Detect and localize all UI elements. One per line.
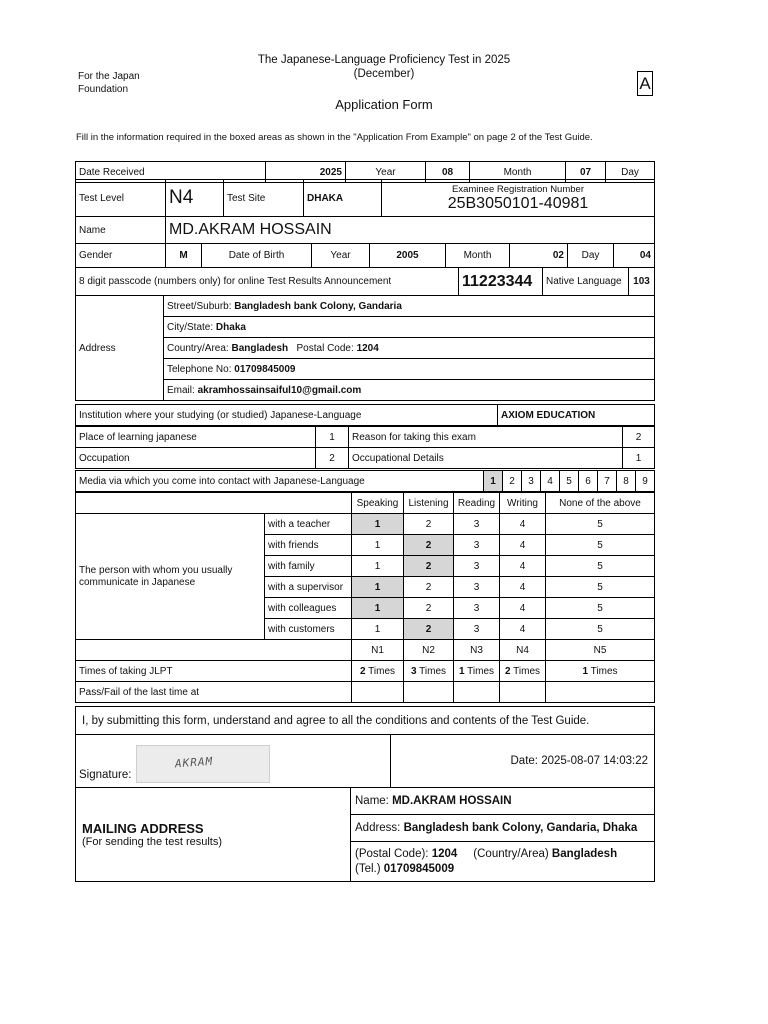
name-table [75,216,655,244]
occupation-details-value: 1 [623,448,655,469]
times-unit: Times [419,665,447,677]
skill-cell: 3 [454,577,500,598]
place-label: Place of learning japanese [76,427,316,448]
reason-value: 2 [623,427,655,448]
times-count: 2 [504,665,511,677]
times-count: 1 [458,665,465,677]
skill-header-none: None of the above [546,493,655,514]
skill-cell: 1 [352,598,404,619]
mailing-country-value: Bangladesh [551,847,618,860]
dob-month-value: 02 [510,244,568,268]
institution-table [75,404,655,426]
times-unit: Times [368,665,396,677]
skill-cell: 1 [352,514,404,535]
agreement-table [75,706,655,735]
skill-cell: 4 [500,619,546,640]
media-label: Media via which you come into contact with Japanese-Language [76,471,484,492]
passcode-table [75,267,655,296]
application-form-heading: Application Form [335,97,433,112]
jlpt-times-label: Times of taking JLPT [76,661,352,682]
mailing-name-line [351,788,655,815]
skill-cell: 4 [500,598,546,619]
jlpt-level-n2: N2 [404,640,454,661]
email-value: akramhossainsaiful10@gmail.com [197,384,362,396]
times-unit: Times [513,665,541,677]
skill-cell: 1 [352,577,404,598]
skill-header-reading: Reading [454,493,500,514]
signature-table [75,734,655,788]
dob-day-value: 04 [614,244,655,268]
times-unit: Times [590,665,618,677]
passfail-label: Pass/Fail of the last time at [76,682,352,703]
address-table [75,295,655,401]
row-label-friends: with friends [265,535,352,556]
skill-cell: 4 [500,556,546,577]
institution-label: Institution where your studying (or studied) Japanese-Language [76,405,498,426]
skills-corner [76,493,352,514]
mailing-heading: MAILING ADDRESS [82,821,204,836]
learning-occupation-table [75,426,655,469]
jlpt-level-n5: N5 [546,640,655,661]
dob-month-label: Month [446,244,510,268]
row-label-colleagues: with colleagues [265,598,352,619]
skill-cell: 3 [454,535,500,556]
address-label: Address [76,296,164,401]
passfail-cell [500,682,546,703]
received-day-label: Day [606,162,655,183]
title-line2: (December) [353,68,415,80]
foundation-line2: Foundation [78,84,129,95]
skill-cell: 2 [404,577,454,598]
place-value: 1 [316,427,349,448]
media-option: 5 [560,471,579,492]
native-language-label: Native Language [543,268,629,296]
skill-cell: 2 [404,535,454,556]
postal-label: Postal Code: [296,342,354,354]
communication-table [75,492,655,703]
signature-label: Signature: [79,769,132,781]
skill-cell: 3 [454,556,500,577]
reason-label: Reason for taking this exam [349,427,623,448]
skill-cell: 5 [546,577,655,598]
media-option: 4 [541,471,560,492]
skill-cell: 5 [546,514,655,535]
skill-cell: 1 [352,556,404,577]
instructions: Fill in the information required in the boxed areas as shown in the "Application From Example" on page 2 of the Test Guide. [76,132,593,143]
test-level-label: Test Level [76,180,166,217]
mailing-name-value: MD.AKRAM HOSSAIN [392,795,512,807]
signature-image [136,745,270,783]
passfail-cell [454,682,500,703]
jlpt-level-n3: N3 [454,640,500,661]
skill-cell: 5 [546,598,655,619]
times-unit: Times [467,665,495,677]
street-line [164,296,655,317]
times-count: 3 [410,665,417,677]
passfail-cell [404,682,454,703]
registration-number: 25B3050101-40981 [447,194,589,212]
jlpt-times-n3 [454,661,500,682]
media-option: 1 [484,471,503,492]
date-received-label: Date Received [76,162,266,183]
skill-cell: 3 [454,598,500,619]
native-language-value: 103 [629,268,655,296]
media-option: 8 [617,471,636,492]
passcode-value: 11223344 [459,268,543,296]
row-label-supervisor: with a supervisor [265,577,352,598]
postal-value: 1204 [356,342,379,354]
test-level-value: N4 [166,180,224,217]
received-year-label: Year [346,162,426,183]
dob-day-label: Day [568,244,614,268]
media-option: 6 [579,471,598,492]
skill-cell: 2 [404,619,454,640]
occupation-details-label: Occupational Details [349,448,623,469]
gender-label: Gender [76,244,166,268]
received-month-value: 08 [426,162,470,183]
city-line [164,317,655,338]
skill-header-listening: Listening [404,493,454,514]
signature-cell [76,735,391,788]
skill-cell: 5 [546,556,655,577]
jlpt-header-blank [76,640,352,661]
media-option: 2 [503,471,522,492]
country-line [164,338,655,359]
gender-value: M [166,244,202,268]
mailing-tel-line [355,862,651,877]
person-label-line2: communicate in Japanese [79,576,196,588]
date-cell [391,735,655,788]
mailing-address-line [351,815,655,842]
telephone-value: 01709845009 [234,363,296,375]
form-type-box: A [637,71,653,96]
signature-scribble: AKRAM [174,754,214,771]
skill-cell: 1 [352,619,404,640]
email-label: Email: [167,384,195,396]
occupation-label: Occupation [76,448,316,469]
mailing-postal-label: (Postal Code): [355,847,429,860]
street-value: Bangladesh bank Colony, Gandaria [234,300,402,312]
email-line [164,380,655,401]
skill-cell: 2 [404,514,454,535]
mailing-postal-value: 1204 [431,847,458,860]
registration-label: Examinee Registration Number [451,183,584,195]
mailing-postal-line [355,847,651,862]
institution-value: AXIOM EDUCATION [498,405,655,426]
city-value: Dhaka [215,321,246,333]
mailing-tel-label: (Tel.) [355,862,381,875]
row-label-family: with family [265,556,352,577]
skill-cell: 3 [454,514,500,535]
skill-cell: 2 [404,598,454,619]
gender-dob-table [75,243,655,268]
received-day-value: 07 [566,162,606,183]
jlpt-times-n5 [546,661,655,682]
name-label: Name [76,217,166,244]
skill-cell: 4 [500,577,546,598]
jlpt-level-n4: N4 [500,640,546,661]
media-table [75,470,655,492]
mailing-address-label: Address: [355,822,401,834]
occupation-value: 2 [316,448,349,469]
skill-cell: 5 [546,619,655,640]
dob-year-value: 2005 [370,244,446,268]
mailing-heading-cell [76,788,351,882]
person-label [76,514,265,640]
jlpt-times-n4 [500,661,546,682]
jlpt-times-n1 [352,661,404,682]
media-option: 3 [522,471,541,492]
telephone-label: Telephone No: [167,363,232,375]
date-label: Date: [510,755,538,767]
date-value: 2025-08-07 14:03:22 [541,755,648,767]
received-year-value: 2025 [266,162,346,183]
mailing-postal-cell [351,842,655,882]
times-count: 2 [359,665,366,677]
row-label-customers: with customers [265,619,352,640]
title-line1: The Japanese-Language Proficiency Test in 2025 [257,54,511,66]
telephone-line [164,359,655,380]
skill-cell: 1 [352,535,404,556]
city-label: City/State: [167,321,214,333]
jlpt-level-n1: N1 [352,640,404,661]
registration-cell [382,180,655,217]
dob-label: Date of Birth [202,244,312,268]
received-month-label: Month [470,162,566,183]
mailing-name-label: Name: [355,795,389,807]
skill-cell: 2 [404,556,454,577]
foundation-line1: For the Japan [78,71,140,82]
street-label: Street/Suburb: [167,300,232,312]
skill-cell: 5 [546,535,655,556]
skill-cell: 4 [500,514,546,535]
row-label-teacher: with a teacher [265,514,352,535]
person-label-line1: The person with whom you usually [79,564,233,576]
dob-year-label: Year [312,244,370,268]
skill-header-writing: Writing [500,493,546,514]
jlpt-times-n2 [404,661,454,682]
passcode-label: 8 digit passcode (numbers only) for online Test Results Announcement [76,268,459,296]
passfail-cell [352,682,404,703]
mailing-country-label: (Country/Area) [473,847,549,860]
mailing-address-value: Bangladesh bank Colony, Gandaria, Dhaka [403,822,638,834]
foundation-label [78,70,140,96]
skill-header-speaking: Speaking [352,493,404,514]
country-value: Bangladesh [231,342,289,354]
media-option: 9 [636,471,655,492]
test-info-table [75,179,655,217]
mailing-subheading: (For sending the test results) [82,836,223,848]
media-option: 7 [598,471,617,492]
test-site-value: DHAKA [304,180,382,217]
mailing-tel-value: 01709845009 [383,862,455,875]
test-site-label: Test Site [224,180,304,217]
name-value: MD.AKRAM HOSSAIN [166,217,655,244]
passfail-cell [546,682,655,703]
mailing-table [75,787,655,882]
country-label: Country/Area: [167,342,229,354]
times-count: 1 [582,665,589,677]
skill-cell: 4 [500,535,546,556]
skill-cell: 3 [454,619,500,640]
agreement-text: I, by submitting this form, understand and agree to all the conditions and contents of the Test Guide. [76,707,655,735]
